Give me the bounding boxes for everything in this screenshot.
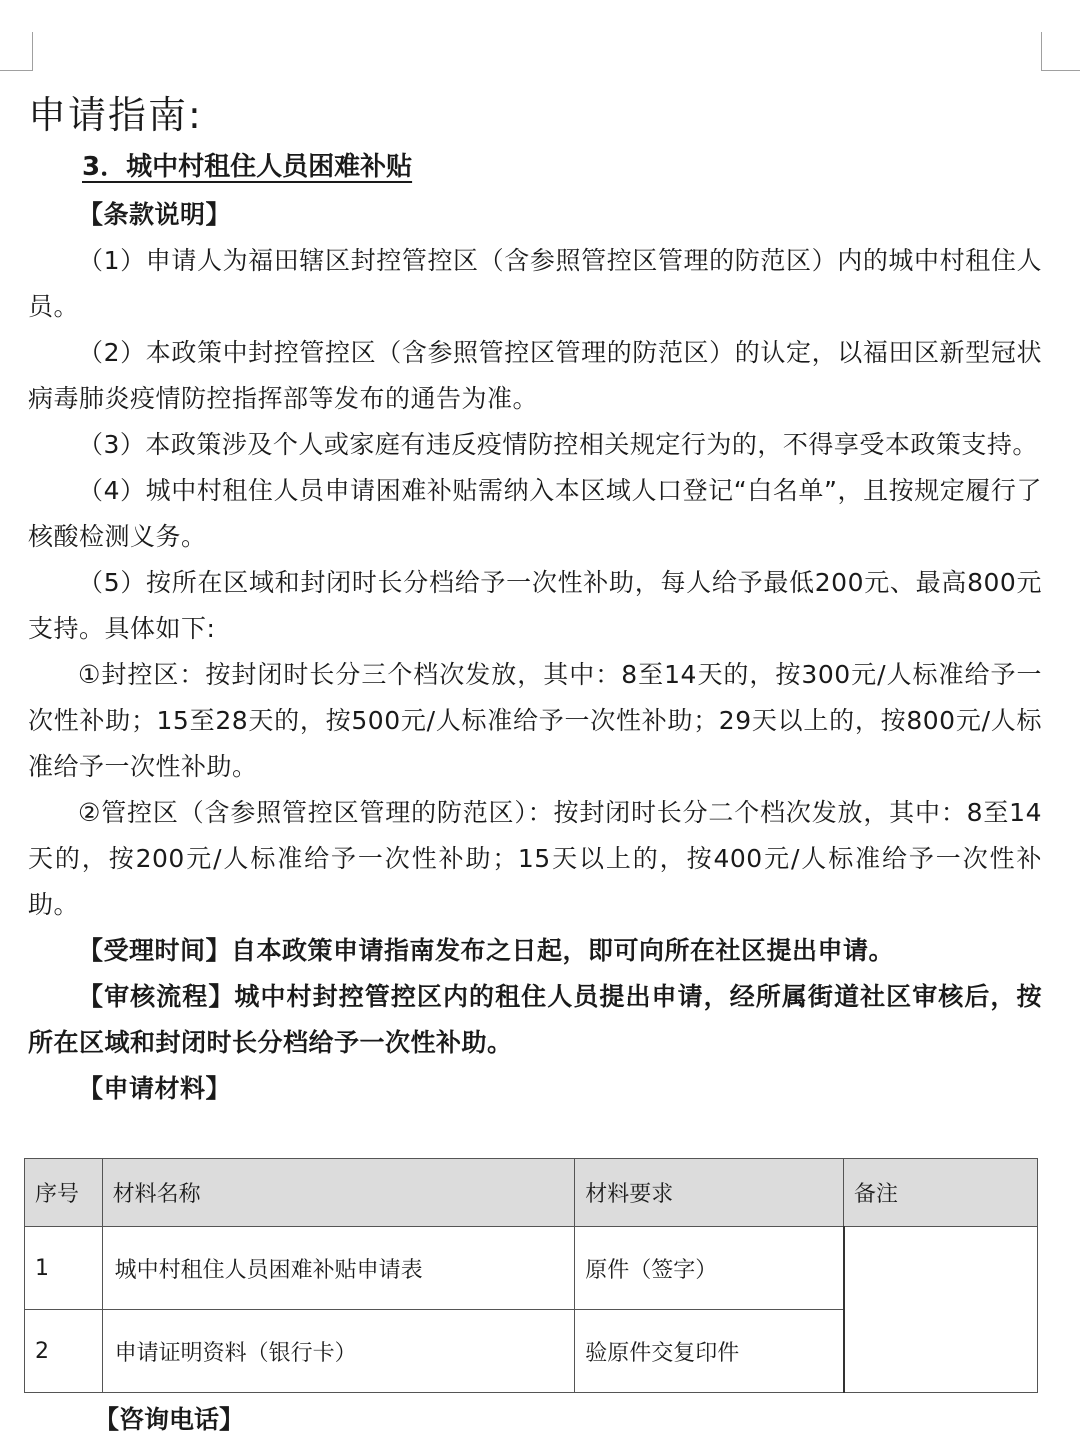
acceptance-paragraph: [28, 928, 1042, 974]
row-note: [844, 1227, 1038, 1393]
terms-item-1: （1）申请人为福田辖区封控管控区（含参照管控区管理的防范区）内的城中村租住人员。: [28, 246, 1042, 321]
column-header-note: 备注: [844, 1159, 1038, 1227]
review-label: 【审核流程】: [78, 982, 235, 1011]
column-header-name: 材料名称: [102, 1159, 575, 1227]
review-paragraph: [28, 974, 1042, 1066]
terms-item-4: （4）城中村租住人员申请困难补贴需纳入本区域人口登记“白名单”，且按规定履行了核酸检测义务。: [28, 476, 1042, 551]
column-header-no: 序号: [25, 1159, 103, 1227]
acceptance-text: 自本政策申请指南发布之日起，即可向所在社区提出申请。: [231, 936, 895, 965]
row-name: 申请证明资料（银行卡）: [102, 1310, 575, 1393]
terms-heading: 【条款说明】: [78, 200, 232, 229]
section-title: 3．城中村租住人员困难补贴: [82, 152, 413, 182]
row-requirement: 验原件交复印件: [575, 1310, 844, 1393]
page-corner-mark-right: [1041, 32, 1080, 71]
terms-item-3: （3）本政策涉及个人或家庭有违反疫情防控相关规定行为的，不得享受本政策支持。: [78, 430, 1038, 459]
review-text: 城中村封控管控区内的租住人员提出申请，经所属街道社区审核后，按所在区域和封闭时长分档给予一次性补助。: [28, 982, 1042, 1057]
table-header-row: [25, 1159, 1038, 1227]
terms-item-2: （2）本政策中封控管控区（含参照管控区管理的防范区）的认定，以福田区新型冠状病毒肺炎疫情防控指挥部等发布的通告为准。: [28, 338, 1042, 413]
terms-sub-item-2: ②管控区（含参照管控区管理的防范区）：按封闭时长分二个档次发放，其中：8至14天的，按200元/人标准给予一次性补助；15天以上的，按400元/人标准给予一次性补助。: [28, 798, 1042, 919]
terms-sub-item-1: ①封控区：按封闭时长分三个档次发放，其中：8至14天的，按300元/人标准给予一次性补助；15至28天的，按500元/人标准给予一次性补助；29天以上的，按800元/人标准给予一次性补助。: [28, 660, 1042, 781]
document-body: [28, 192, 1042, 1112]
consult-heading: 【咨询电话】: [94, 1405, 245, 1434]
terms-item-5: （5）按所在区域和封闭时长分档给予一次性补助，每人给予最低200元、最高800元支持。具体如下:: [28, 568, 1042, 643]
page-corner-mark-left: [0, 32, 33, 71]
materials-heading: 【申请材料】: [78, 1074, 232, 1103]
row-no: 2: [25, 1310, 103, 1393]
acceptance-label: 【受理时间】: [78, 936, 232, 965]
table-row: [25, 1227, 1038, 1310]
page-title: 申请指南:: [28, 93, 203, 137]
row-no: 1: [25, 1227, 103, 1310]
row-name: 城中村租住人员困难补贴申请表: [102, 1227, 575, 1310]
row-requirement: 原件（签字）: [575, 1227, 844, 1310]
column-header-requirement: 材料要求: [575, 1159, 844, 1227]
materials-table: [24, 1158, 1038, 1393]
